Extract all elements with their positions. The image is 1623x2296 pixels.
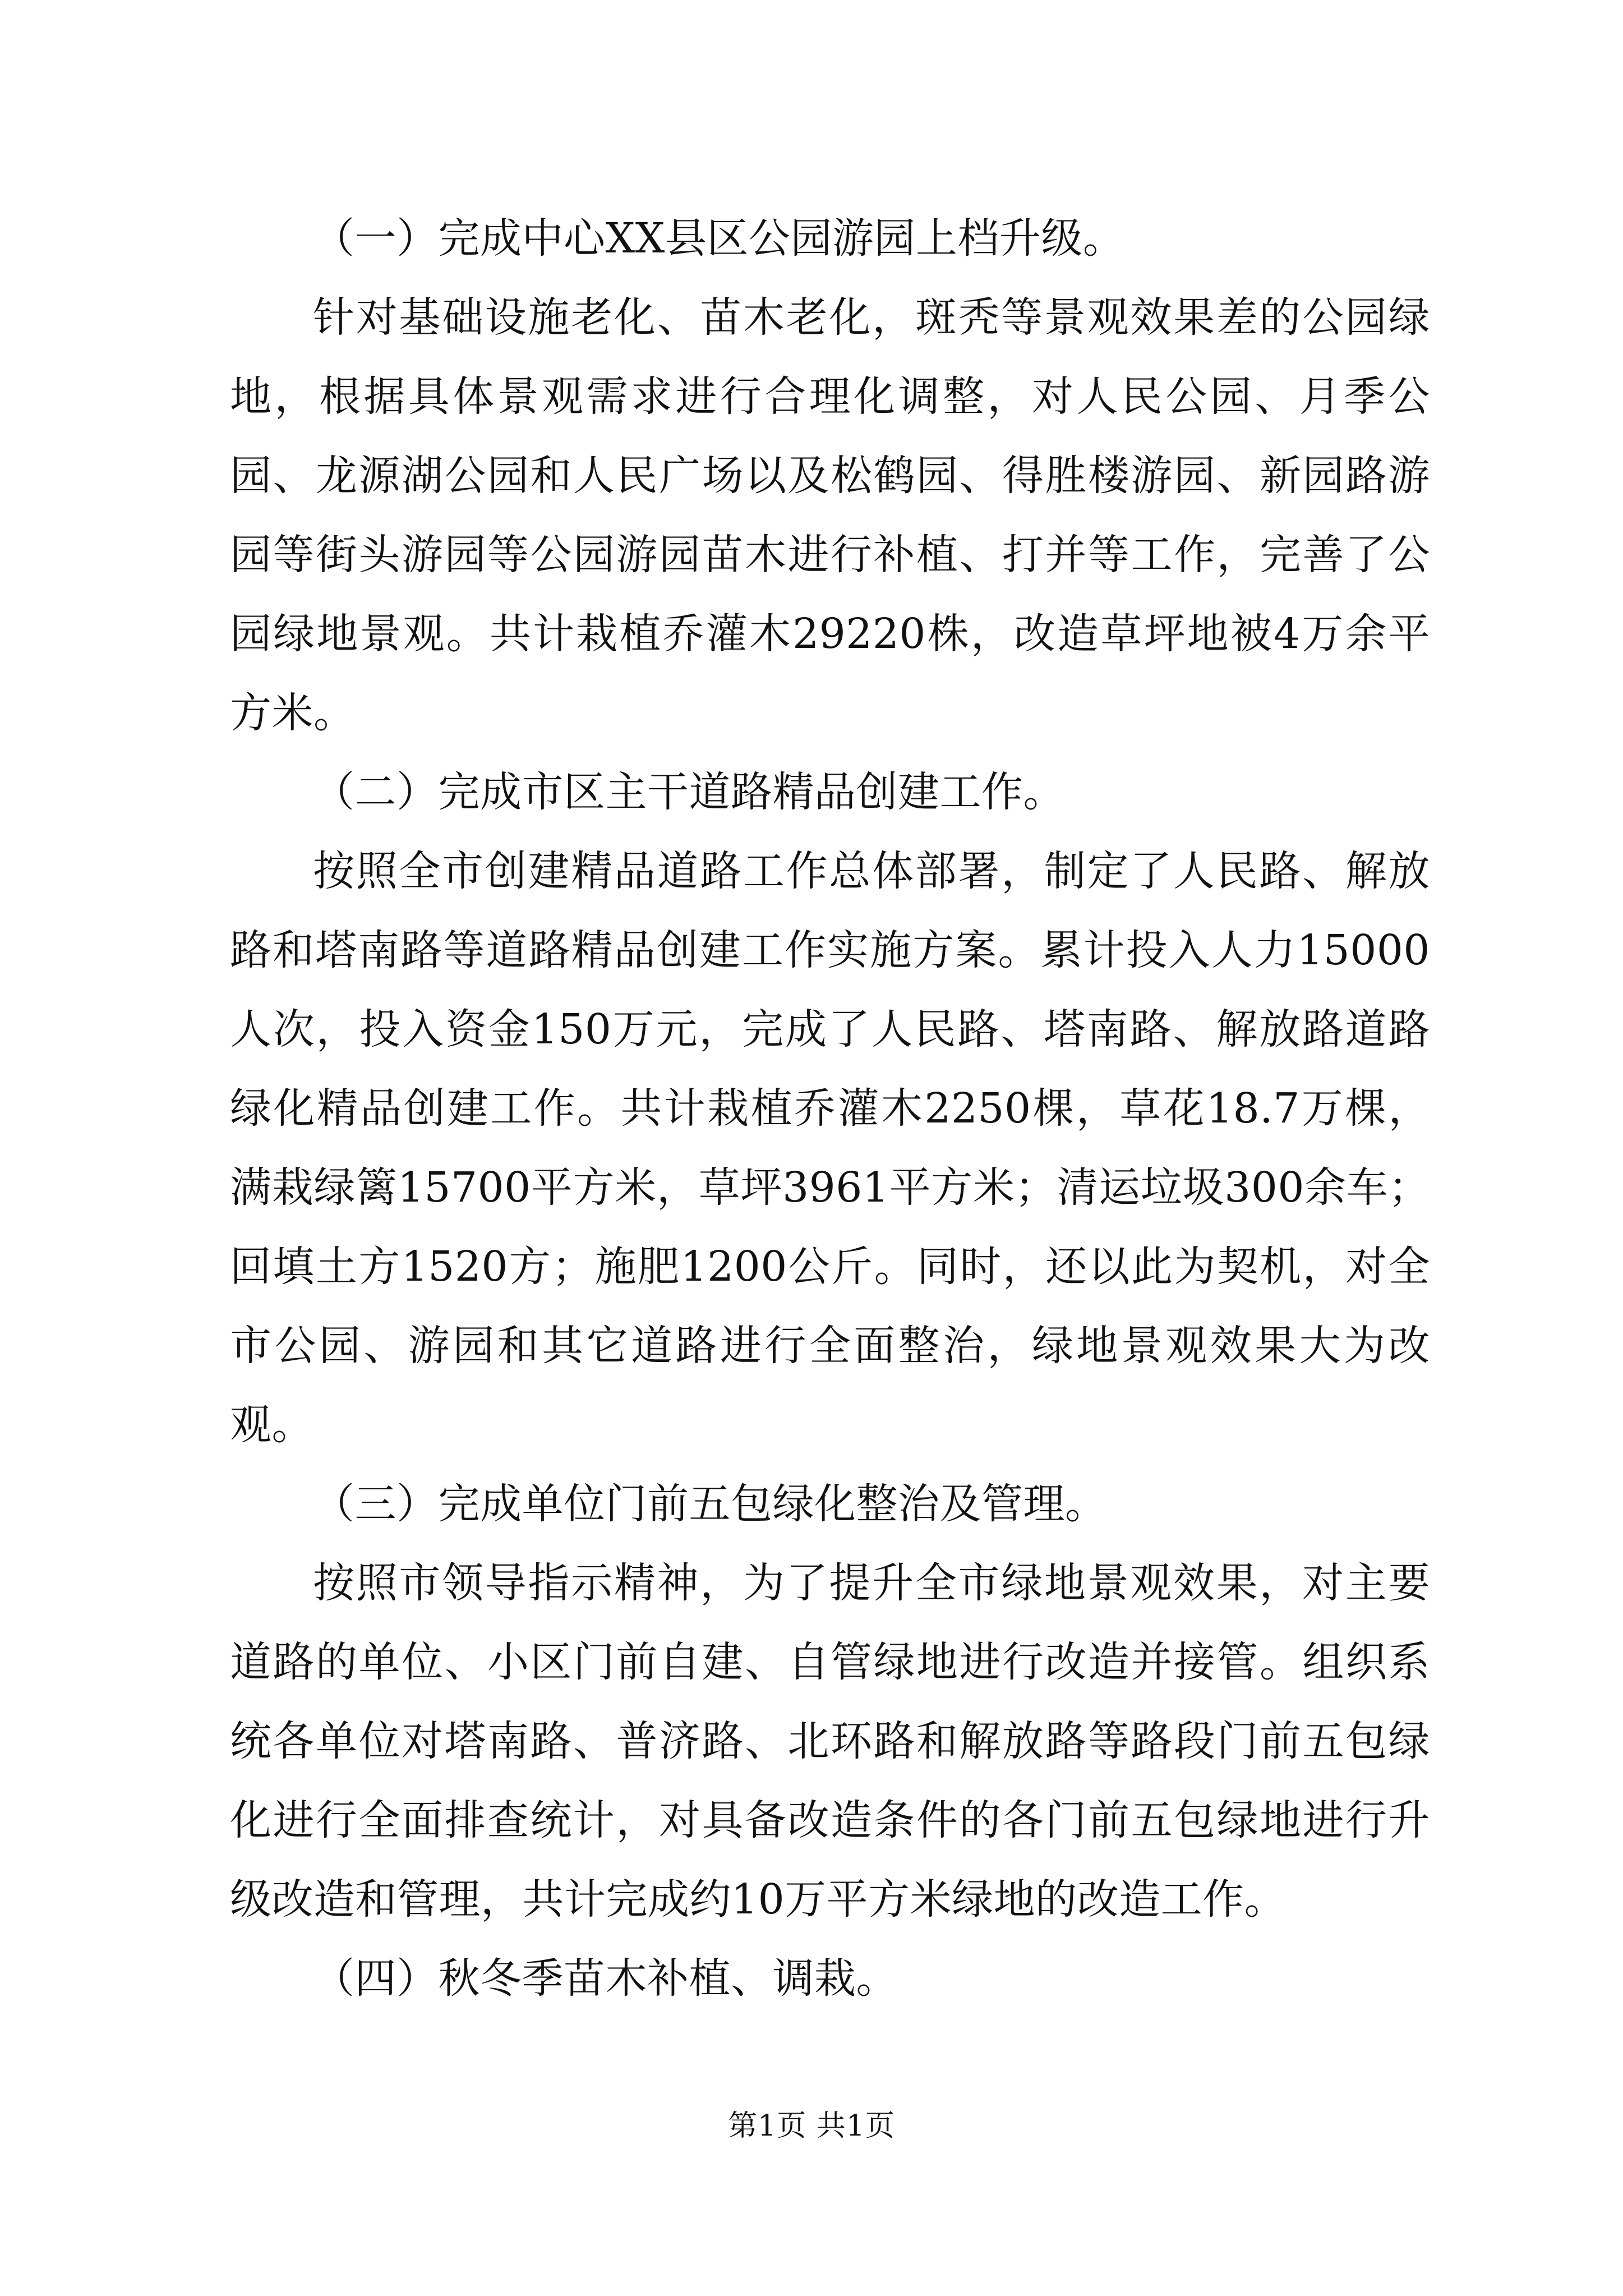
section-heading-2: （二）完成市区主干道路精品创建工作。 — [313, 768, 1065, 816]
section-body-1: 针对基础设施老化、苗木老化，斑秃等景观效果差的公园绿地，根据具体景观需求进行合理化调整，对人民公园、月季公园、龙源湖公园和人民广场以及松鹤园、得胜楼游园、新园路游园等街头游园等公园游园苗木进行补植、打并等工作，完善了公园绿地景观。共计栽植乔灌木29220株，改造草坪地被4万余平方米。 — [230, 293, 1430, 737]
section-heading-3: （三）完成单位门前五包绿化整治及管理。 — [313, 1480, 1107, 1528]
document-content — [230, 199, 1430, 2018]
section-body-3: 按照市领导指示精神，为了提升全市绿地景观效果，对主要道路的单位、小区门前自建、自管绿地进行改造并接管。组织系统各单位对塔南路、普济路、北环路和解放路等路段门前五包绿化进行全面排查统计，对具备改造条件的各门前五包绿地进行升级改造和管理，共计完成约10万平方米绿地的改造工作。 — [230, 1559, 1430, 1924]
page-footer: 第1页 共1页 — [728, 2109, 895, 2143]
section-heading-4: （四）秋冬季苗木补植、调栽。 — [313, 1954, 898, 2003]
section-body-2: 按照全市创建精品道路工作总体部署，制定了人民路、解放路和塔南路等道路精品创建工作实施方案。累计投入人力15000人次，投入资金150万元，完成了人民路、塔南路、解放路道路绿化精品创建工作。共计栽植乔灌木2250棵，草花18.7万棵，满栽绿篱15700平方米，草坪3961平方米；清运垃圾300余车；回填土方1520方；施肥1200公斤。同时，还以此为契机，对全市公园、游园和其它道路进行全面整治，绿地景观效果大为改观。 — [230, 847, 1430, 1449]
section-heading-1: （一）完成中心XX县区公园游园上档升级。 — [313, 214, 1125, 263]
